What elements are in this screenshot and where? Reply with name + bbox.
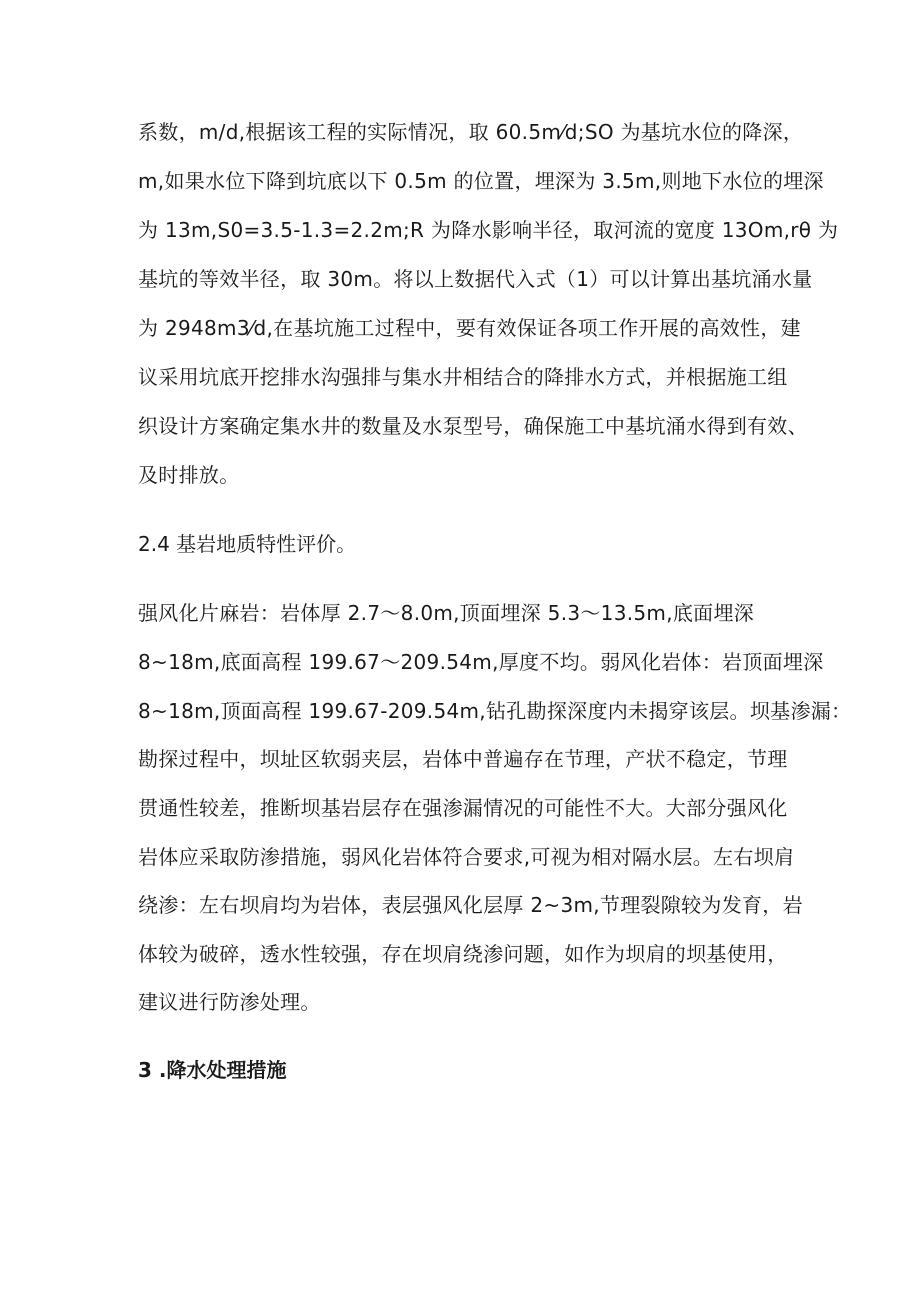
paragraph-1-line-3: 为 13m,S0=3.5-1.3=2.2m;R 为降水影响半径，取河流的宽度 13Om,rθ 为 [138, 218, 839, 242]
paragraph-2-line-4: 勘探过程中，坝址区软弱夹层，岩体中普遍存在节理，产状不稳定，节理 [138, 747, 788, 771]
paragraph-2-line-2: 8~18m,底面高程 199.67～209.54m,厚度不均。弱风化岩体：岩顶面埋深 [138, 650, 824, 674]
paragraph-1-line-1: 系数，m/d,根据该工程的实际情况，取 60.5m⁄d;SO 为基坑水位的降深， [138, 120, 804, 144]
paragraph-2-line-8: 体较为破碎，透水性较强，存在坝肩绕渗问题，如作为坝肩的坝基使用， [138, 942, 788, 966]
paragraph-2-line-3: 8~18m,顶面高程 199.67-209.54m,钻孔勘探深度内未揭穿该层。坝基渗漏： [138, 699, 852, 723]
paragraph-2-line-6: 岩体应采取防渗措施，弱风化岩体符合要求,可视为相对隔水层。左右坝肩 [138, 845, 795, 869]
paragraph-1-line-5: 为 2948m3⁄d,在基坑施工过程中，要有效保证各项工作开展的高效性，建 [138, 316, 801, 340]
section-3-heading: 3 .降水处理措施 [138, 1058, 287, 1082]
paragraph-2-line-7: 绕渗：左右坝肩均为岩体，表层强风化层厚 2~3m,节理裂隙较为发育，岩 [138, 893, 803, 917]
paragraph-1-line-4: 基坑的等效半径，取 30m。将以上数据代入式（1）可以计算出基坑涌水量 [138, 267, 813, 291]
paragraph-1-line-6: 议采用坑底开挖排水沟强排与集水井相结合的降排水方式，并根据施工组 [138, 365, 788, 389]
paragraph-2-line-1: 强风化片麻岩：岩体厚 2.7～8.0m,顶面埋深 5.3～13.5m,底面埋深 [138, 601, 755, 625]
paragraph-1-line-8: 及时排放。 [138, 463, 240, 487]
section-2-4-heading: 2.4 基岩地质特性评价。 [138, 532, 357, 556]
paragraph-1-line-2: m,如果水位下降到坑底以下 0.5m 的位置，埋深为 3.5m,则地下水位的埋深 [138, 169, 824, 193]
paragraph-2-line-9: 建议进行防渗处理。 [138, 990, 321, 1014]
paragraph-2-line-5: 贯通性较差，推断坝基岩层存在强渗漏情况的可能性不大。大部分强风化 [138, 796, 788, 820]
paragraph-1-line-7: 织设计方案确定集水井的数量及水泵型号，确保施工中基坑涌水得到有效、 [138, 414, 808, 438]
